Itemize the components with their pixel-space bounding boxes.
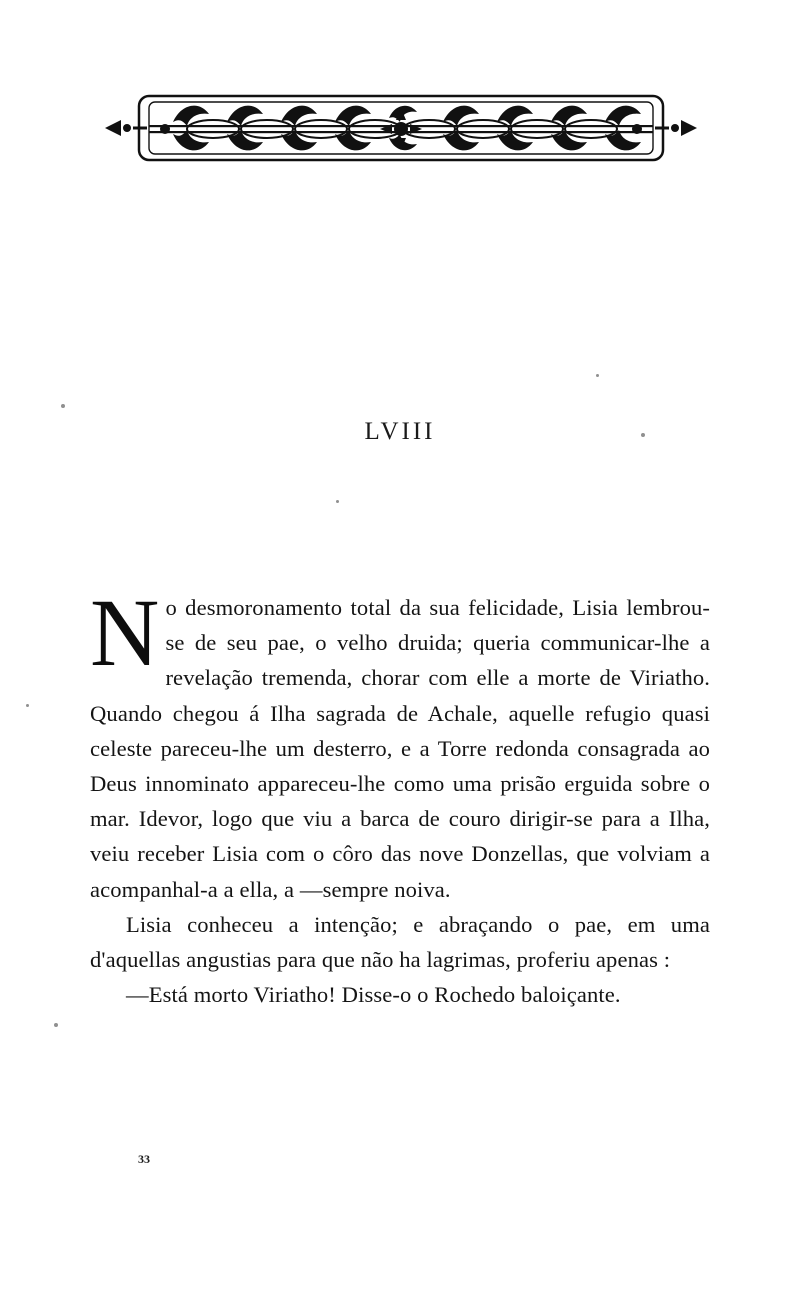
paragraph: [90, 579, 710, 907]
scan-speck: [336, 500, 339, 503]
paragraph: [90, 907, 710, 977]
paragraph-text: o desmoronamento total da sua felicidade, Lisia lembrou-se de seu pae, o velho druida; queria communicar-lhe a revelação tremenda, chorar com elle a morte de Viriatho. Quando chegou á Ilha sagrada de Achale, aquelle refugio quasi celeste pareceu-lhe um desterro, e a Torre redonda consagrada ao Deus innominato appareceu-lhe como uma prisão erguida sobre o mar. Idevor, logo que viu a barca de couro dirigir-se para a Ilha, veiu receber Lisia com o côro das nove Donzellas, que volviam a acompanhal-a a ella, a —sempre noiva.: [90, 595, 710, 902]
scan-speck: [641, 433, 645, 437]
scan-speck: [26, 704, 29, 707]
paragraph: [90, 977, 710, 1012]
scan-speck: [61, 404, 65, 408]
scan-speck: [596, 374, 599, 377]
drop-cap: N: [90, 579, 160, 686]
paragraph-text: Lisia conheceu a intenção; e abraçando o pae, em uma d'aquellas angustias para que não ha lagrimas, proferiu apenas :: [90, 911, 710, 973]
paragraph-text: —Está morto Viriatho! Disse-o o Rochedo baloiçante.: [126, 982, 621, 1008]
chapter-number: LVIII: [364, 418, 436, 445]
scan-speck: [54, 1023, 58, 1027]
body-text: [90, 579, 710, 1012]
sheet-signature: 33: [138, 1152, 150, 1166]
decorative-headpiece-ornament: [103, 78, 699, 178]
